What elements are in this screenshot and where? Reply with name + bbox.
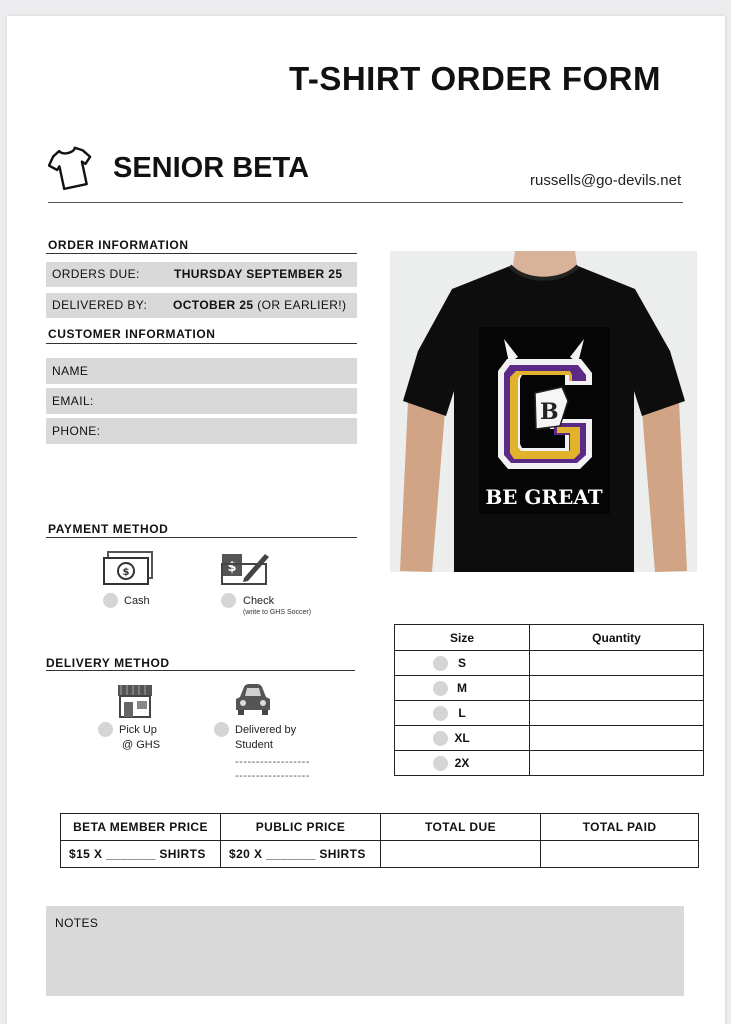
email-field[interactable] [46, 388, 357, 414]
public-price-header: PUBLIC PRICE [221, 814, 381, 841]
delivered-by-student-radio[interactable] [214, 722, 229, 737]
size-quantity-table [394, 624, 704, 776]
customer-information-heading: CUSTOMER INFORMATION [48, 327, 216, 341]
total-due-cell[interactable] [381, 841, 541, 868]
size-label: XL [454, 731, 470, 745]
check-icon [219, 548, 271, 588]
size-row-l [395, 701, 704, 726]
size-2x-radio[interactable] [433, 756, 448, 771]
quantity-cell[interactable] [530, 751, 704, 776]
size-label: M [457, 681, 467, 695]
store-icon [116, 683, 154, 719]
delivered-by-student-line2: Student [235, 739, 273, 751]
check-note: (write to GHS Soccer) [243, 609, 312, 616]
tshirt-icon [48, 145, 94, 191]
customer-information-underline [46, 343, 357, 344]
orders-due-label: ORDERS DUE: [52, 267, 140, 281]
quantity-cell[interactable] [530, 701, 704, 726]
total-paid-header: TOTAL PAID [541, 814, 699, 841]
tshirt-photo [390, 251, 697, 572]
quantity-cell[interactable] [530, 726, 704, 751]
quantity-cell[interactable] [530, 651, 704, 676]
svg-text:$: $ [227, 560, 237, 575]
notes-box[interactable] [46, 906, 684, 996]
delivered-by-label: DELIVERED BY: [52, 298, 148, 312]
pickup-radio[interactable] [98, 722, 113, 737]
size-row-xl [395, 726, 704, 751]
form-title: T-SHIRT ORDER FORM [289, 60, 661, 97]
orders-due-value: THURSDAY SEPTEMBER 25 [174, 267, 343, 281]
pickup-label-line2: @ GHS [122, 739, 161, 751]
public-price-cell[interactable]: $20 X _______ SHIRTS [221, 841, 381, 868]
size-row-m [395, 676, 704, 701]
beta-member-price-cell[interactable]: $15 X _______ SHIRTS [61, 841, 221, 868]
team-name: SENIOR BETA [113, 152, 310, 184]
notes-label: NOTES [55, 916, 99, 930]
size-row-2x [395, 751, 704, 776]
cash-label: Cash [124, 595, 150, 607]
header-divider [48, 202, 683, 203]
name-field[interactable] [46, 358, 357, 384]
size-m-radio[interactable] [433, 681, 448, 696]
delivered-by-row [46, 293, 357, 318]
quantity-cell[interactable] [530, 676, 704, 701]
email-field-label: EMAIL: [52, 394, 94, 408]
name-field-label: NAME [52, 364, 89, 378]
car-icon [233, 683, 273, 717]
check-label: Check [243, 595, 275, 607]
svg-text:$: $ [122, 567, 130, 578]
delivery-method-underline [46, 670, 355, 671]
size-xl-radio[interactable] [433, 731, 448, 746]
svg-text:B: B [540, 399, 559, 425]
total-paid-cell[interactable] [541, 841, 699, 868]
price-row [61, 841, 699, 868]
contact-email[interactable]: russells@go-devils.net [530, 172, 682, 189]
size-label: S [457, 656, 466, 670]
payment-method-heading: PAYMENT METHOD [48, 522, 169, 536]
size-label: 2X [454, 756, 470, 770]
order-information-underline [46, 253, 357, 254]
phone-field[interactable] [46, 418, 357, 444]
size-l-radio[interactable] [433, 706, 448, 721]
total-due-header: TOTAL DUE [381, 814, 541, 841]
size-column-header: Size [395, 625, 530, 651]
size-label: L [458, 706, 466, 720]
pickup-label-line1: Pick Up [119, 724, 157, 736]
beta-member-price-header: BETA MEMBER PRICE [61, 814, 221, 841]
delivered-by-value: OCTOBER 25 [173, 298, 254, 312]
payment-method-underline [46, 537, 357, 538]
cash-radio[interactable] [103, 593, 118, 608]
delivery-address-line-2[interactable]: ------------------ [235, 770, 310, 782]
delivery-method-heading: DELIVERY METHOD [46, 656, 170, 670]
order-information-heading: ORDER INFORMATION [48, 238, 189, 252]
tshirt-illustration [390, 251, 697, 572]
price-table [60, 813, 699, 868]
size-s-radio[interactable] [433, 656, 448, 671]
quantity-column-header: Quantity [530, 625, 704, 651]
delivered-by-student-line1: Delivered by [235, 724, 297, 736]
size-row-s [395, 651, 704, 676]
delivery-address-line-1[interactable]: ------------------ [235, 756, 310, 768]
shirt-caption: BE GREAT [485, 485, 603, 509]
check-radio[interactable] [221, 593, 236, 608]
delivered-by-note: (OR EARLIER!) [253, 298, 347, 312]
phone-field-label: PHONE: [52, 424, 101, 438]
orders-due-row [46, 262, 357, 287]
cash-icon [102, 550, 154, 590]
